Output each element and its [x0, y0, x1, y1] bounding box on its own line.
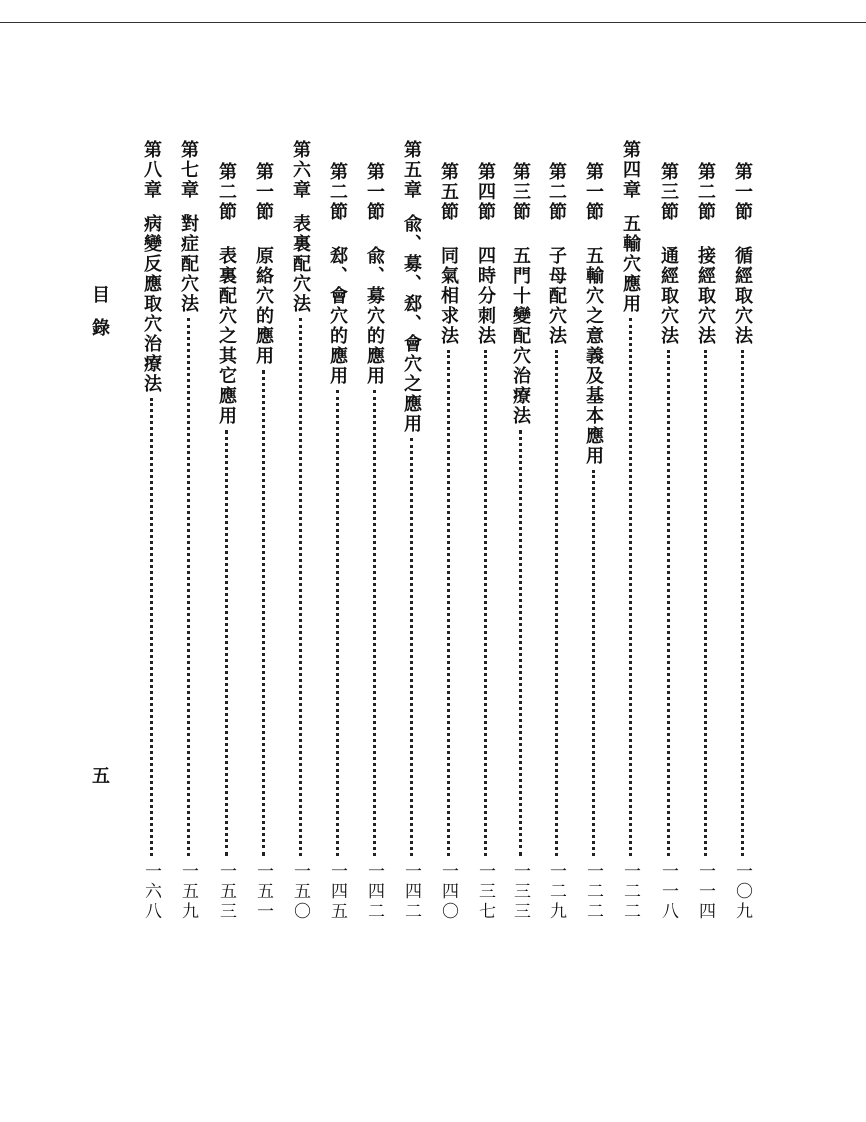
entry-prefix: 第一節 [583, 162, 604, 222]
entry-title: 通經取穴法 [658, 246, 679, 346]
toc-heading-char-2: 錄 [89, 318, 110, 336]
entry-page: 一四二 [364, 862, 384, 922]
dot-leader [225, 430, 228, 856]
toc-entry [474, 162, 496, 922]
entry-page: 一二九 [546, 862, 566, 922]
entry-page: 一五三 [216, 862, 236, 922]
dot-leader [592, 470, 595, 856]
entry-title: 病變反應取穴治療法 [141, 214, 162, 394]
entry-prefix: 第八章 [141, 140, 162, 200]
entry-page: 一一四 [695, 862, 715, 922]
entry-prefix: 第二節 [546, 162, 567, 222]
entry-title: 郄、會穴的應用 [327, 246, 348, 386]
entry-page: 一五一 [253, 862, 273, 922]
entry-prefix: 第五節 [438, 162, 459, 222]
toc-entry [215, 162, 237, 922]
dot-leader [519, 430, 522, 856]
entry-page: 一二二 [583, 862, 603, 922]
entry-page: 一四二 [401, 862, 421, 922]
entry-prefix: 第一節 [364, 162, 385, 222]
dot-leader [299, 318, 302, 856]
entry-title: 五輸穴應用 [620, 214, 641, 314]
entry-page: 一六八 [141, 862, 161, 922]
entry-prefix: 第七章 [178, 140, 199, 200]
entry-page: 一二二 [620, 862, 640, 922]
entry-page: 一四〇 [438, 862, 458, 922]
entry-title: 表裏配穴法 [290, 214, 311, 314]
dot-leader [262, 370, 265, 856]
toc-entry [694, 162, 716, 922]
entry-page: 一三三 [510, 862, 530, 922]
entry-prefix: 第二節 [695, 162, 716, 222]
entry-prefix: 第三節 [658, 162, 679, 222]
entry-title: 原絡穴的應用 [253, 246, 274, 366]
toc-entry [363, 162, 385, 922]
toc-entry [437, 162, 459, 922]
entry-prefix: 第二節 [216, 162, 237, 222]
entry-title: 五門十變配穴治療法 [510, 246, 531, 426]
dot-leader [187, 318, 190, 856]
toc-heading-char-1: 目 [89, 285, 110, 303]
entry-page: 一五九 [178, 862, 198, 922]
entry-title: 四時分刺法 [475, 246, 496, 346]
entry-title: 循經取穴法 [732, 246, 753, 346]
entry-page: 一一八 [658, 862, 678, 922]
dot-leader [484, 350, 487, 856]
toc-entry [545, 162, 567, 922]
entry-title: 接經取穴法 [695, 246, 716, 346]
toc-entry [400, 140, 422, 922]
dot-leader [336, 390, 339, 856]
entry-prefix: 第三節 [510, 162, 531, 222]
entry-page: 一四五 [327, 862, 347, 922]
dot-leader [704, 350, 707, 856]
entry-prefix: 第六章 [290, 140, 311, 200]
toc-entry [509, 162, 531, 922]
entry-title: 子母配穴法 [546, 246, 567, 346]
entry-title: 五輸穴之意義及基本應用 [583, 246, 604, 466]
toc-entry [252, 162, 274, 922]
entry-title: 兪、募穴的應用 [364, 246, 385, 386]
toc-entry [177, 140, 199, 922]
toc-entry [326, 162, 348, 922]
entry-title: 同氣相求法 [438, 246, 459, 346]
dot-leader [150, 398, 153, 856]
dot-leader [447, 350, 450, 856]
entry-page: 一〇九 [732, 862, 752, 922]
top-rule [0, 22, 866, 23]
entry-prefix: 第一節 [732, 162, 753, 222]
entry-prefix: 第四節 [475, 162, 496, 222]
toc-entry [619, 140, 641, 922]
toc-entry [582, 162, 604, 922]
entry-prefix: 第五章 [401, 140, 422, 200]
toc-entry [289, 140, 311, 922]
entry-title: 表裏配穴之其它應用 [216, 246, 237, 426]
entry-title: 兪、募、郄、會穴之應用 [401, 214, 422, 434]
dot-leader [373, 390, 376, 856]
dot-leader [667, 350, 670, 856]
page-number: 五 [89, 766, 110, 784]
toc-entry [140, 140, 162, 922]
dot-leader [741, 350, 744, 856]
entry-prefix: 第四章 [620, 140, 641, 200]
entry-title: 對症配穴法 [178, 214, 199, 314]
toc-entry [731, 162, 753, 922]
dot-leader [410, 438, 413, 856]
toc-entry [657, 162, 679, 922]
entry-prefix: 第一節 [253, 162, 274, 222]
dot-leader [555, 350, 558, 856]
entry-prefix: 第二節 [327, 162, 348, 222]
entry-page: 一五〇 [290, 862, 310, 922]
entry-page: 一三七 [475, 862, 495, 922]
dot-leader [629, 318, 632, 856]
